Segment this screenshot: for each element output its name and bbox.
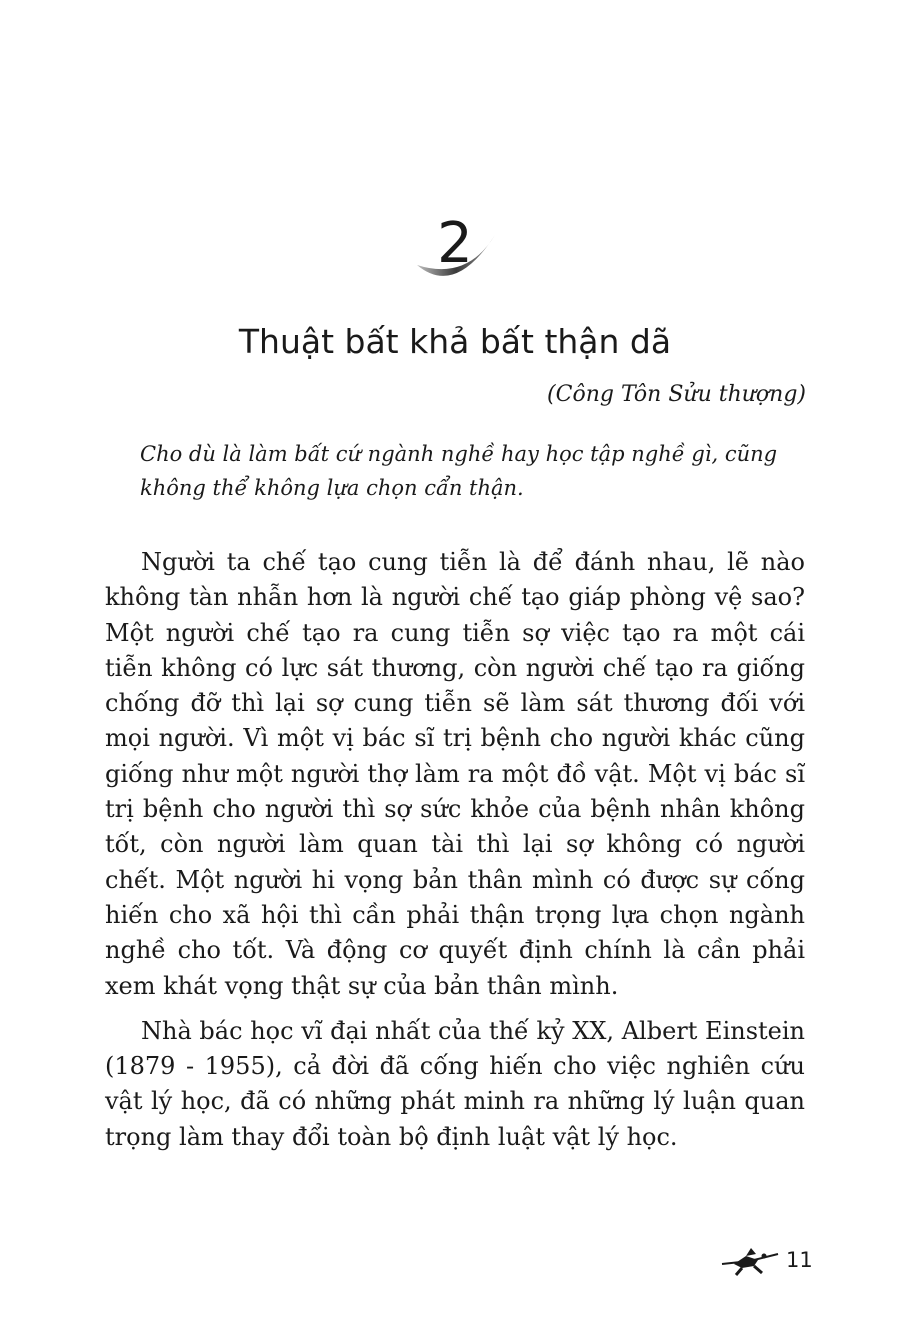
chapter-title: Thuật bất khả bất thận dã [238,322,672,361]
page-footer [720,1240,820,1280]
body-text [105,545,805,1165]
chapter-badge [405,205,505,295]
page-number: 11 [786,1248,813,1272]
stick-figure-ornament-icon [720,1244,784,1278]
chapter-source: (Công Tôn Sửu thượng) [547,382,806,407]
chapter-summary: Cho dù là làm bất cứ ngành nghề hay học tập nghề gì, cũng không thể không lựa chọn cẩn thận. [140,442,778,500]
body-paragraph: Người ta chế tạo cung tiễn là để đánh nhau, lẽ nào không tàn nhẫn hơn là người chế tạo giáp phòng vệ sao? Một người chế tạo ra cung tiễn sợ việc tạo ra một cái tiễn không có lực sát thương, còn người chế tạo ra giống chống đỡ thì lại sợ cung tiễn sẽ làm sát thương đối với mọi người. Vì một vị bác sĩ trị bệnh cho người khác cũng giống như một người thợ làm ra một đồ vật. Một vị bác sĩ trị bệnh cho người thì sợ sức khỏe của bệnh nhân không tốt, còn người làm quan tài thì lại sợ không có người chết. Một người hi vọng bản thân mình có được sự cống hiến cho xã hội thì cần phải thận trọng lựa chọn ngành nghề cho tốt. Và động cơ quyết định chính là cần phải xem khát vọng thật sự của bản thân mình. [105,548,805,1000]
body-paragraph: Nhà bác học vĩ đại nhất của thế kỷ XX, Albert Einstein (1879 - 1955), cả đời đã cống hiến cho việc nghiên cứu vật lý học, đã có những phát minh ra những lý luận quan trọng làm thay đổi toàn bộ định luật vật lý học. [105,1016,805,1151]
chapter-number: 2 [437,211,473,276]
